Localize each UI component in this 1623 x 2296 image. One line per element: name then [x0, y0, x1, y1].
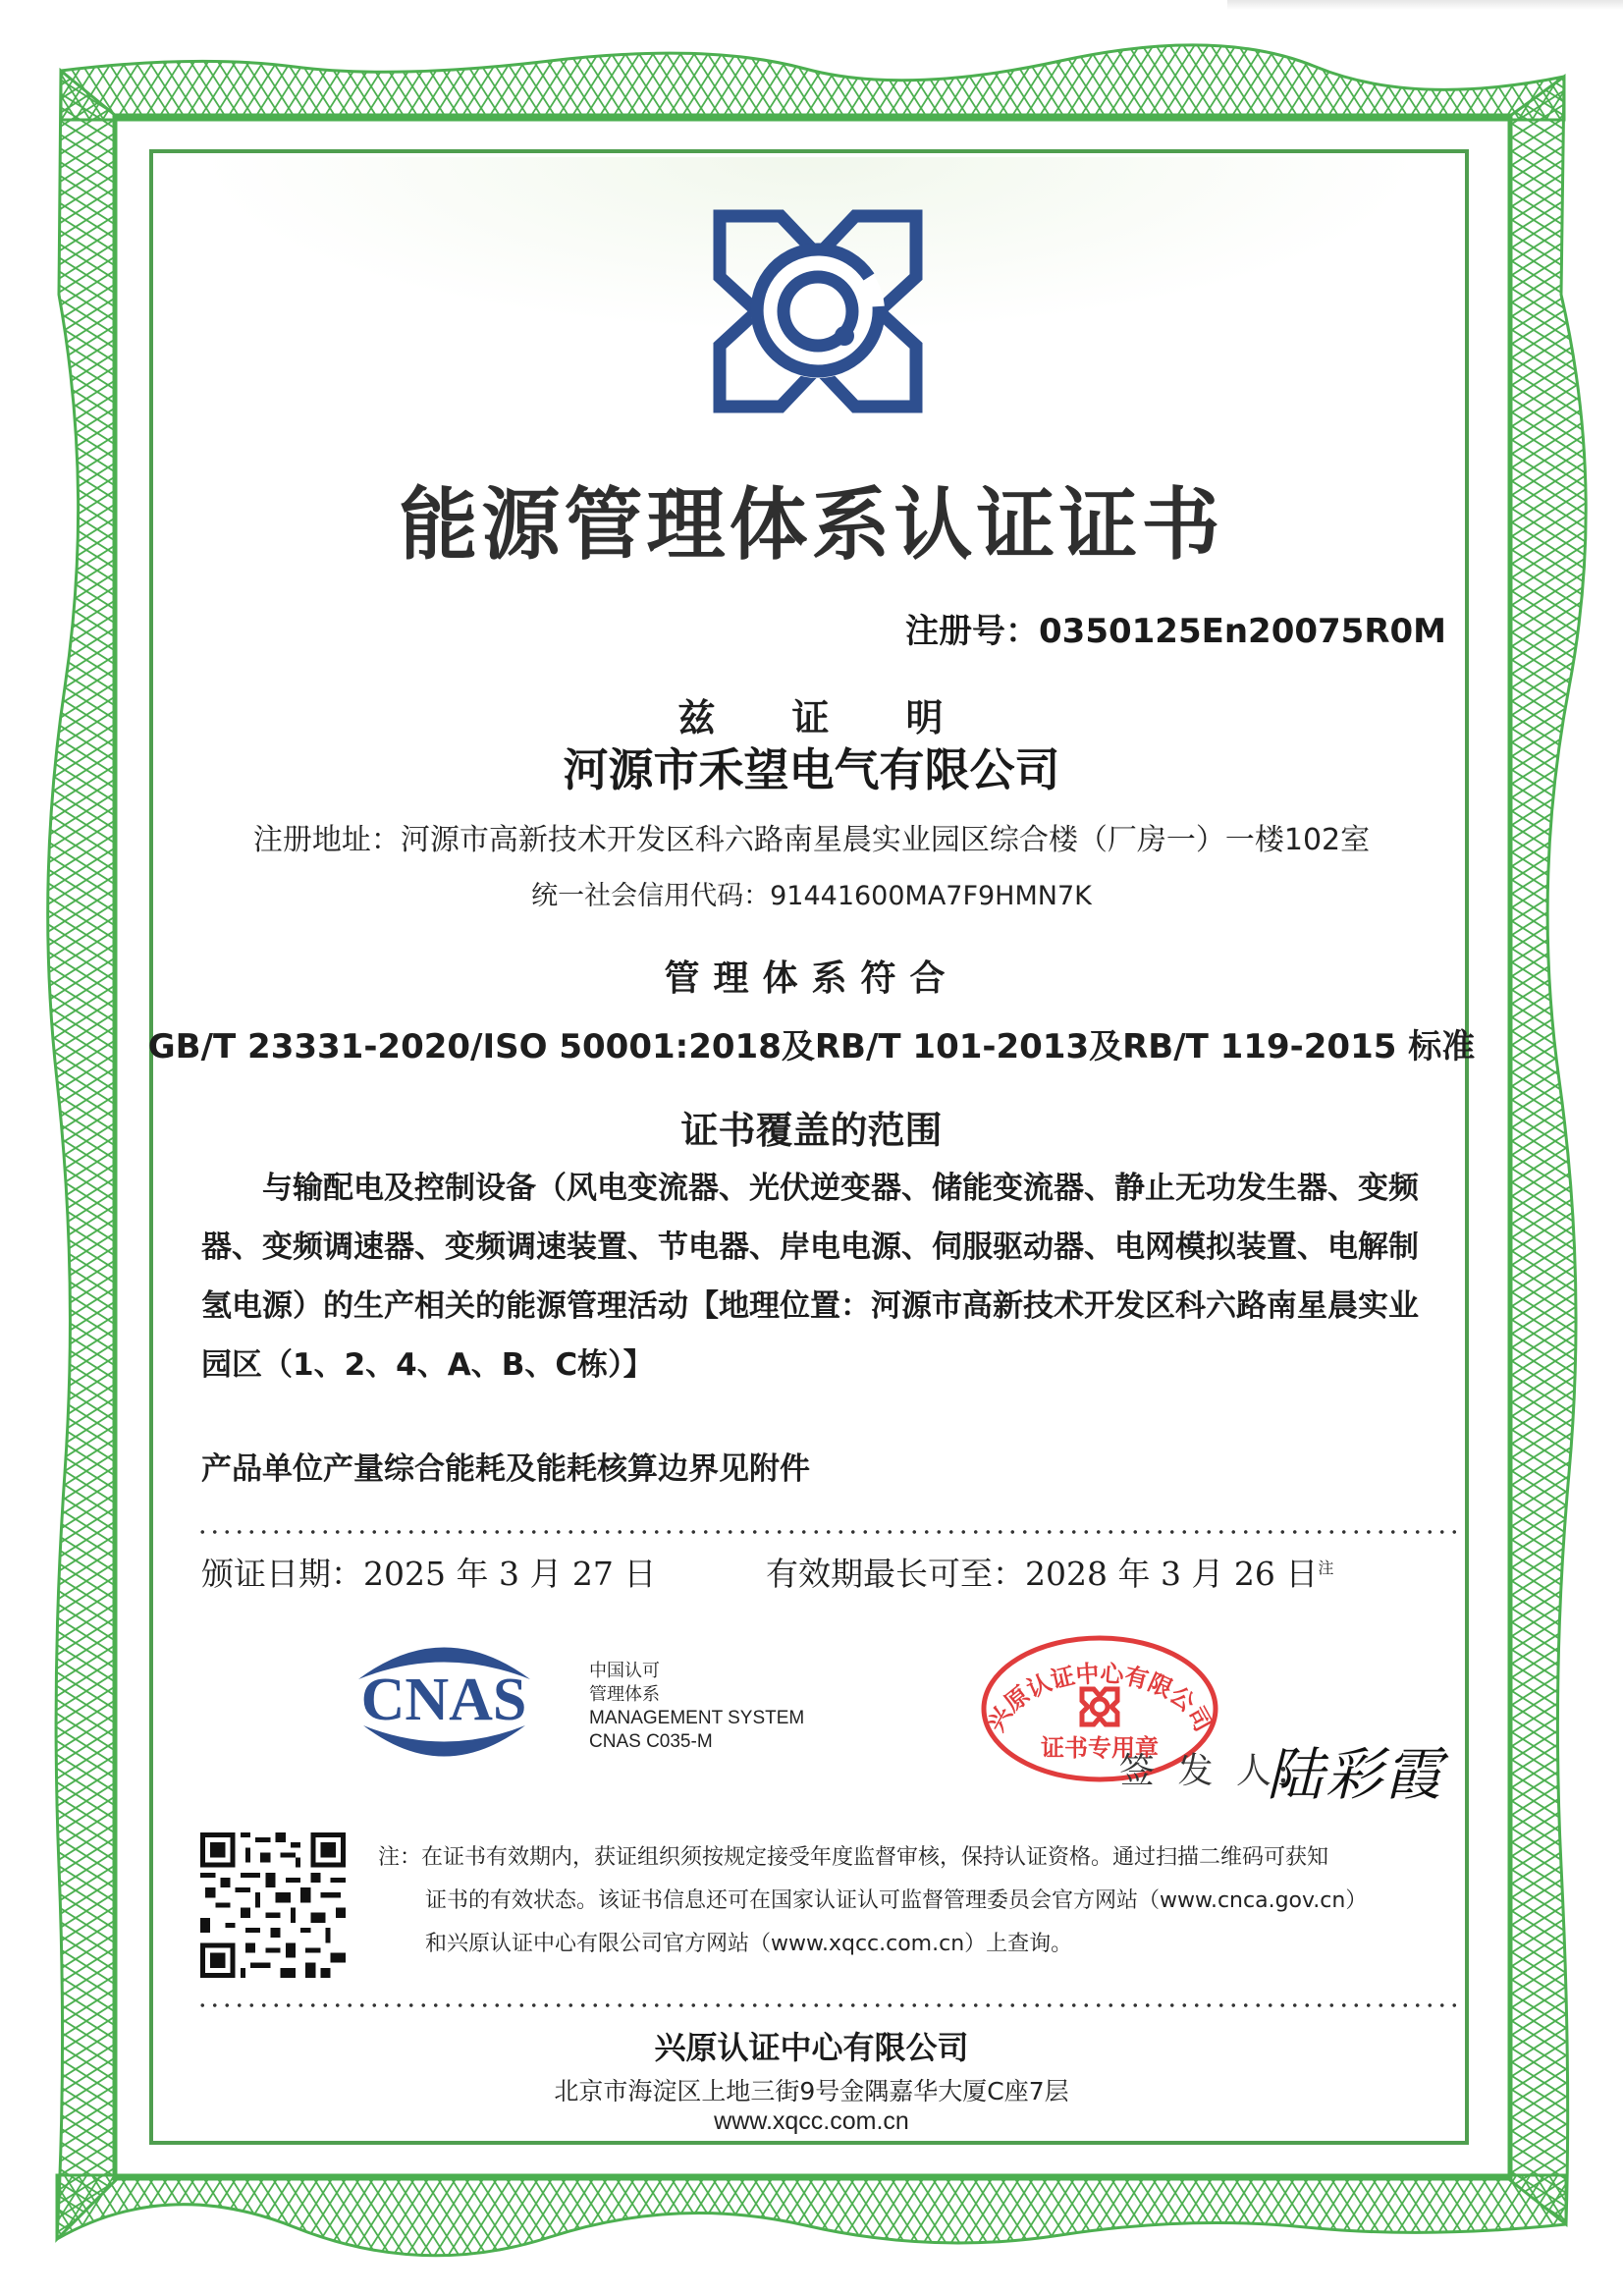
dotted-divider	[196, 2003, 1463, 2007]
standard-reference: GB/T 23331-2020/ISO 50001:2018及RB/T 101-2013及RB/T 119-2015 标准	[147, 1027, 1476, 1066]
scope-text: 与输配电及控制设备（风电变流器、光伏逆变器、储能变流器、静止无功发生器、变频器、变频调速器、变频调速装置、节电器、岸电电源、伺服驱动器、电网模拟装置、电解制氢电源）的生产相关的能源管理活动【地理位置：河源市高新技术开发区科六路南星晨实业园区（1、2、4、A、B、C栋）】	[201, 1171, 1419, 1383]
hereby-char: 兹	[677, 696, 718, 739]
xqcc-logo-icon	[712, 208, 924, 414]
note-line: 和兴原认证中心有限公司官方网站（www.xqcc.com.cn）上查询。	[425, 1932, 1073, 1956]
valid-until-text: 有效期最长可至：2028 年 3 月 26 日	[766, 1555, 1319, 1593]
scope-heading: 证书覆盖的范围	[680, 1109, 943, 1152]
conformity-heading: 管理体系符合	[664, 958, 959, 999]
note-marker: 注	[1318, 1558, 1334, 1577]
cnas-logo-icon	[339, 1635, 550, 1768]
issue-date: 颁证日期：2025 年 3 月 27 日	[201, 1555, 657, 1593]
company-name: 河源市禾望电气有限公司	[563, 743, 1060, 796]
issuer-name: 兴原认证中心有限公司	[654, 2029, 969, 2066]
accreditation-line: CNAS C035-M	[589, 1731, 713, 1752]
accreditation-line: 管理体系	[589, 1684, 660, 1705]
certificate-title: 能源管理体系认证证书	[399, 479, 1224, 571]
certificate-note	[378, 1836, 1458, 1966]
credit-code: 统一社会信用代码：91441600MA7F9HMN7K	[531, 881, 1092, 911]
accreditation-text	[589, 1660, 804, 1754]
annex-note: 产品单位产量综合能耗及能耗核算边界见附件	[201, 1451, 810, 1487]
svg-text:兴原认证中心有限公司: 兴原认证中心有限公司	[982, 1659, 1217, 1736]
svg-text:CNAS: CNAS	[360, 1667, 527, 1733]
issuer-website[interactable]: www.xqcc.com.cn	[714, 2107, 909, 2135]
note-line: 注：在证书有效期内，获证组织须按规定接受年度监督审核，保持认证资格。通过扫描二维码可获知	[378, 1845, 1329, 1870]
signer-label: 签 发 人:	[1119, 1751, 1296, 1791]
hereby-char: 证	[791, 696, 832, 739]
issuer-address: 北京市海淀区上地三街9号金隅嘉华大厦C座7层	[554, 2077, 1069, 2105]
registration-number: 注册号：0350125En20075R0M	[905, 612, 1446, 651]
note-line: 证书的有效状态。该证书信息还可在国家认证认可监督管理委员会官方网站（www.cnca.gov.cn）	[425, 1888, 1368, 1913]
svg-text:证书专用章: 证书专用章	[1041, 1734, 1159, 1762]
accreditation-line: MANAGEMENT SYSTEM	[589, 1708, 805, 1728]
signature: 陆彩霞	[1267, 1741, 1444, 1808]
valid-until	[766, 1549, 1333, 1595]
registered-address: 注册地址：河源市高新技术开发区科六路南星晨实业园区综合楼（厂房一）一楼102室	[252, 823, 1371, 857]
accreditation-line: 中国认可	[589, 1661, 660, 1681]
scan-edge-shadow	[1227, 0, 1623, 10]
hereby-char: 明	[905, 696, 946, 739]
qr-code-icon[interactable]	[199, 1832, 347, 1978]
hereby-certify	[0, 687, 1623, 741]
dotted-divider	[196, 1530, 1463, 1534]
